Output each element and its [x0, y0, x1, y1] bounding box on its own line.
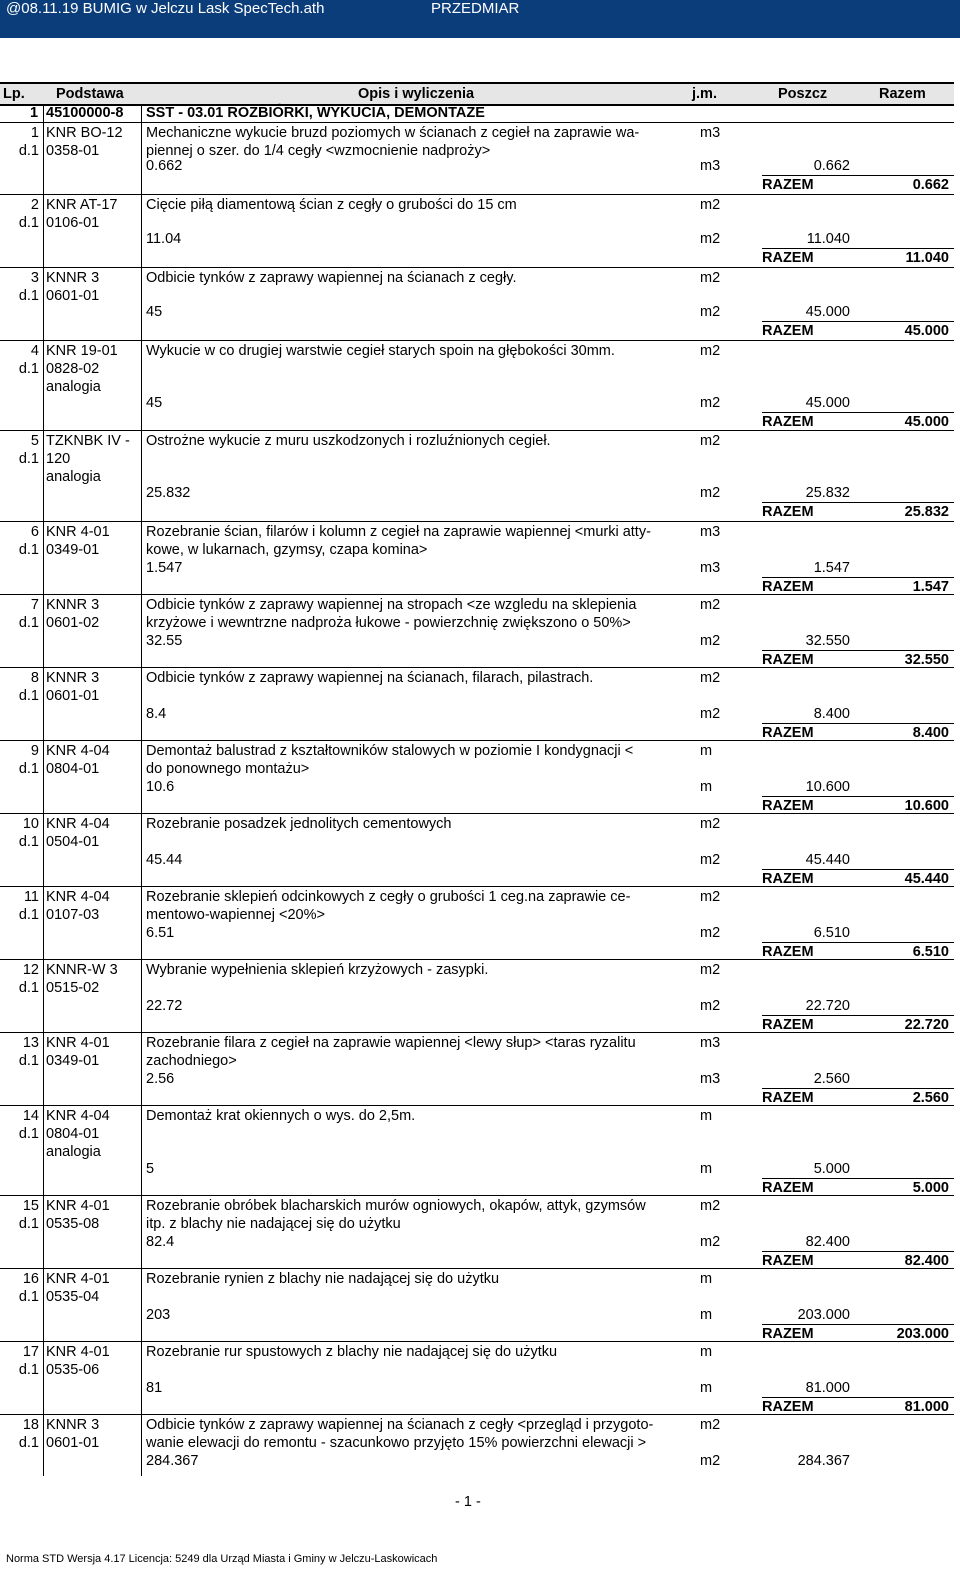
item-subnumber: d.1: [18, 1216, 39, 1232]
item-unit: m2: [700, 343, 721, 359]
razem-label: RAZEM: [762, 504, 814, 520]
table-header: [0, 82, 954, 106]
item-description: Rozebranie rynien z blachy nie nadającej się do użytku: [146, 1271, 500, 1287]
item-basis: KNR 4-04: [46, 743, 110, 759]
item-calculation: 6.51: [146, 925, 175, 941]
item-poszcz-value: 45.000: [805, 304, 850, 320]
item-razem-value: 5.000: [912, 1180, 949, 1196]
item-poszcz-value: 11.040: [806, 231, 850, 247]
item-razem-value: 8.400: [912, 725, 949, 741]
item-subnumber: d.1: [18, 1126, 39, 1142]
item-basis: KNR 4-04: [46, 889, 110, 905]
item-number: 6: [30, 524, 39, 540]
item-unit-calc: m2: [700, 1234, 721, 1250]
item-basis: 0535-04: [46, 1289, 100, 1305]
item-subnumber: d.1: [18, 907, 39, 923]
item-unit-calc: m2: [700, 231, 721, 247]
item-basis: 0106-01: [46, 215, 100, 231]
item-basis: KNR 4-01: [46, 1344, 110, 1360]
item-subnumber: d.1: [18, 1053, 39, 1069]
item-unit-calc: m2: [700, 395, 721, 411]
item-unit-calc: m: [700, 1161, 713, 1177]
item-description: Demontaż krat okiennych o wys. do 2,5m.: [146, 1108, 416, 1124]
razem-label: RAZEM: [762, 1090, 814, 1106]
item-poszcz-value: 284.367: [797, 1453, 850, 1469]
item-calculation: 1.547: [146, 560, 183, 576]
item-unit: m2: [700, 433, 721, 449]
item-unit-calc: m: [700, 1307, 713, 1323]
item-basis: 0601-01: [46, 1435, 100, 1451]
item-calculation: 22.72: [146, 998, 183, 1014]
item-calculation: 2.56: [146, 1071, 175, 1087]
item-subnumber: d.1: [18, 451, 39, 467]
item-basis: KNR 4-01: [46, 524, 110, 540]
item-number: 15: [22, 1198, 39, 1214]
item-razem-value: 203.000: [896, 1326, 949, 1342]
item-razem-value: 45.000: [904, 414, 949, 430]
item-unit-calc: m: [700, 1380, 713, 1396]
item-razem-value: 81.000: [904, 1399, 949, 1415]
item-separator: [0, 959, 954, 960]
item-basis: 0504-01: [46, 834, 100, 850]
item-number: 9: [30, 743, 39, 759]
item-subnumber: d.1: [18, 834, 39, 850]
item-separator: [0, 594, 954, 595]
item-unit: m: [700, 1271, 713, 1287]
item-basis: 0358-01: [46, 143, 100, 159]
item-poszcz-value: 10.600: [805, 779, 850, 795]
item-description: Wykucie w co drugiej warstwie cegieł starych spoin na głębokości 30mm.: [146, 343, 615, 359]
item-calculation: 0.662: [146, 158, 183, 174]
item-subnumber: d.1: [18, 361, 39, 377]
item-description: Rozebranie sklepień odcinkowych z cegły o grubości 1 ceg.na zaprawie ce-: [146, 889, 631, 905]
item-description: piennej o szer. do 1/4 cegły <wzmocnienie nadproży>: [146, 143, 491, 159]
item-description: mentowo-wapiennej <20%>: [146, 907, 325, 923]
item-poszcz-value: 2.560: [813, 1071, 850, 1087]
item-unit: m2: [700, 670, 721, 686]
item-description: Odbicie tynków z zaprawy wapiennej na ścianach z cegły <przegląd i przygoto-: [146, 1417, 654, 1433]
item-separator: [0, 267, 954, 268]
razem-label: RAZEM: [762, 944, 814, 960]
item-razem-value: 1.547: [912, 579, 949, 595]
item-razem-value: 45.440: [904, 871, 949, 887]
item-basis: TZKNBK IV -: [46, 433, 130, 449]
item-number: 18: [22, 1417, 39, 1433]
item-calculation: 25.832: [146, 485, 191, 501]
item-separator: [0, 430, 954, 431]
item-unit: m2: [700, 962, 721, 978]
item-subnumber: d.1: [18, 215, 39, 231]
item-basis: KNR 19-01: [46, 343, 118, 359]
item-subnumber: d.1: [18, 1435, 39, 1451]
item-poszcz-value: 1.547: [813, 560, 850, 576]
item-subnumber: d.1: [18, 1362, 39, 1378]
item-description: Demontaż balustrad z kształtowników stalowych w poziomie I kondygnacji <: [146, 743, 634, 759]
item-subnumber: d.1: [18, 688, 39, 704]
header-jm: j.m.: [692, 86, 717, 102]
section-number: 1: [30, 105, 39, 121]
header-podstawa: Podstawa: [56, 86, 124, 102]
item-calculation: 81: [146, 1380, 163, 1396]
item-separator: [0, 740, 954, 741]
item-calculation: 284.367: [146, 1453, 199, 1469]
item-razem-value: 25.832: [904, 504, 949, 520]
item-unit-calc: m2: [700, 1453, 721, 1469]
item-poszcz-value: 0.662: [813, 158, 850, 174]
item-unit-calc: m2: [700, 852, 721, 868]
item-basis: 0535-08: [46, 1216, 100, 1232]
item-description: Rozebranie ścian, filarów i kolumn z cegieł na zaprawie wapiennej <murki atty-: [146, 524, 651, 540]
item-basis: KNR AT-17: [46, 197, 118, 213]
item-subnumber: d.1: [18, 980, 39, 996]
item-basis: KNNR 3: [46, 270, 100, 286]
item-description: krzyżowe i wewntrzne nadproża łukowe - powierzchnię zwiększono o 50%>: [146, 615, 631, 631]
item-unit: m2: [700, 1417, 721, 1433]
item-unit: m2: [700, 1198, 721, 1214]
item-poszcz-value: 22.720: [805, 998, 850, 1014]
column-divider: [43, 104, 44, 1476]
item-description: Odbicie tynków z zaprawy wapiennej na ścianach, filarach, pilastrach.: [146, 670, 594, 686]
item-description: Mechaniczne wykucie bruzd poziomych w ścianach z cegieł na zaprawie wa-: [146, 125, 640, 141]
item-basis: 0601-02: [46, 615, 100, 631]
razem-label: RAZEM: [762, 798, 814, 814]
item-subnumber: d.1: [18, 615, 39, 631]
header-lp: Lp.: [3, 86, 25, 102]
item-calculation: 11.04: [146, 231, 182, 247]
item-basis: 0349-01: [46, 542, 100, 558]
razem-label: RAZEM: [762, 652, 814, 668]
item-unit: m2: [700, 889, 721, 905]
razem-label: RAZEM: [762, 1399, 814, 1415]
item-basis: 0535-06: [46, 1362, 100, 1378]
item-calculation: 45: [146, 304, 163, 320]
item-calculation: 8.4: [146, 706, 167, 722]
item-number: 10: [22, 816, 39, 832]
item-razem-value: 6.510: [912, 944, 949, 960]
item-basis: 0349-01: [46, 1053, 100, 1069]
item-number: 14: [22, 1108, 39, 1124]
item-description: do ponownego montażu>: [146, 761, 310, 777]
item-basis: 0601-01: [46, 688, 100, 704]
item-subnumber: d.1: [18, 542, 39, 558]
item-basis: 0601-01: [46, 288, 100, 304]
item-subnumber: d.1: [18, 143, 39, 159]
item-description: Rozebranie rur spustowych z blachy nie nadającej się do użytku: [146, 1344, 558, 1360]
item-separator: [0, 667, 954, 668]
item-basis: analogia: [46, 469, 101, 485]
item-calculation: 45.44: [146, 852, 183, 868]
item-poszcz-value: 6.510: [813, 925, 850, 941]
item-basis: 120: [46, 451, 71, 467]
title-bar: [0, 0, 960, 38]
item-separator: [0, 1341, 954, 1342]
item-separator: [0, 340, 954, 341]
item-number: 17: [22, 1344, 39, 1360]
item-number: 2: [30, 197, 39, 213]
item-basis: 0804-01: [46, 761, 100, 777]
column-divider: [141, 104, 142, 1476]
item-basis: KNR 4-04: [46, 1108, 110, 1124]
item-unit-calc: m3: [700, 158, 721, 174]
item-unit-calc: m2: [700, 633, 721, 649]
item-razem-value: 0.662: [912, 177, 949, 193]
item-poszcz-value: 82.400: [805, 1234, 850, 1250]
razem-label: RAZEM: [762, 323, 814, 339]
item-unit: m2: [700, 270, 721, 286]
item-description: Rozebranie posadzek jednolitych cementowych: [146, 816, 452, 832]
item-separator: [0, 194, 954, 195]
item-description: Rozebranie obróbek blacharskich murów ogniowych, okapów, attyk, gzymsów: [146, 1198, 646, 1214]
item-description: Ostrożne wykucie z muru uszkodzonych i rozluźnionych cegieł.: [146, 433, 551, 449]
item-unit: m2: [700, 597, 721, 613]
item-number: 5: [30, 433, 39, 449]
item-separator: [0, 1105, 954, 1106]
razem-label: RAZEM: [762, 1180, 814, 1196]
item-unit-calc: m2: [700, 706, 721, 722]
item-description: Odbicie tynków z zaprawy wapiennej na stropach <ze wzgledu na sklepienia: [146, 597, 637, 613]
item-unit-calc: m: [700, 779, 713, 795]
item-basis: KNR 4-04: [46, 816, 110, 832]
item-description: itp. z blachy nie nadającej się do użytku: [146, 1216, 401, 1232]
item-separator: [0, 1414, 954, 1415]
item-razem-value: 11.040: [905, 250, 949, 266]
item-basis: 0107-03: [46, 907, 100, 923]
item-basis: analogia: [46, 379, 101, 395]
item-description: wanie elewacji do remontu - szacunkowo przyjęto 15% powierzchni elewacji >: [146, 1435, 647, 1451]
item-basis: KNR 4-01: [46, 1198, 110, 1214]
item-subnumber: d.1: [18, 761, 39, 777]
item-razem-value: 2.560: [912, 1090, 949, 1106]
item-separator: [0, 521, 954, 522]
item-unit-calc: m2: [700, 998, 721, 1014]
item-description: Wybranie wypełnienia sklepień krzyżowych - zasypki.: [146, 962, 489, 978]
item-calculation: 45: [146, 395, 163, 411]
item-description: kowe, w lukarnach, gzymsy, czapa komina>: [146, 542, 428, 558]
item-description: zachodniego>: [146, 1053, 237, 1069]
razem-label: RAZEM: [762, 1326, 814, 1342]
item-unit-calc: m3: [700, 560, 721, 576]
footer-license: Norma STD Wersja 4.17 Licencja: 5249 dla Urząd Miasta i Gminy w Jelczu-Laskowicach: [6, 1553, 438, 1565]
item-basis: KNR BO-12: [46, 125, 123, 141]
item-number: 12: [22, 962, 39, 978]
item-basis: 0804-01: [46, 1126, 100, 1142]
item-number: 1: [30, 125, 39, 141]
header-opis: Opis i wyliczenia: [358, 86, 475, 102]
item-unit: m2: [700, 816, 721, 832]
razem-label: RAZEM: [762, 414, 814, 430]
item-unit-calc: m2: [700, 485, 721, 501]
item-poszcz-value: 45.000: [805, 395, 850, 411]
item-basis: KNNR 3: [46, 597, 100, 613]
header-poszcz: Poszcz: [778, 86, 828, 102]
section-code: 45100000-8: [46, 105, 124, 121]
page-number: - 1 -: [455, 1494, 481, 1510]
razem-label: RAZEM: [762, 871, 814, 887]
item-poszcz-value: 5.000: [813, 1161, 850, 1177]
item-description: Rozebranie filara z cegieł na zaprawie wapiennej <lewy słup> <taras ryzalitu: [146, 1035, 636, 1051]
header-razem: Razem: [879, 86, 926, 102]
item-razem-value: 45.000: [904, 323, 949, 339]
item-separator: [0, 1268, 954, 1269]
item-basis: 0515-02: [46, 980, 100, 996]
razem-label: RAZEM: [762, 177, 814, 193]
item-number: 16: [22, 1271, 39, 1287]
item-description: Cięcie piłą diamentową ścian z cegły o grubości do 15 cm: [146, 197, 517, 213]
item-unit: m3: [700, 125, 721, 141]
item-basis: KNR 4-01: [46, 1271, 110, 1287]
item-number: 11: [23, 889, 39, 905]
item-unit-calc: m2: [700, 925, 721, 941]
item-subnumber: d.1: [18, 288, 39, 304]
item-basis: 0828-02: [46, 361, 100, 377]
item-separator: [0, 122, 954, 123]
item-separator: [0, 813, 954, 814]
item-basis: KNNR 3: [46, 1417, 100, 1433]
item-calculation: 5: [146, 1161, 155, 1177]
item-unit: m: [700, 1108, 713, 1124]
item-poszcz-value: 45.440: [805, 852, 850, 868]
item-number: 13: [22, 1035, 39, 1051]
item-calculation: 203: [146, 1307, 171, 1323]
item-basis: KNR 4-01: [46, 1035, 110, 1051]
item-number: 4: [30, 343, 39, 359]
item-poszcz-value: 32.550: [805, 633, 850, 649]
item-basis: KNNR-W 3: [46, 962, 118, 978]
razem-label: RAZEM: [762, 250, 814, 266]
item-subnumber: d.1: [18, 1289, 39, 1305]
item-unit: m3: [700, 524, 721, 540]
item-number: 7: [30, 597, 39, 613]
item-poszcz-value: 8.400: [813, 706, 850, 722]
item-unit: m2: [700, 197, 721, 213]
item-razem-value: 82.400: [904, 1253, 949, 1269]
item-poszcz-value: 203.000: [797, 1307, 850, 1323]
document-type: PRZEDMIAR: [431, 0, 520, 17]
razem-label: RAZEM: [762, 1017, 814, 1033]
item-razem-value: 32.550: [904, 652, 949, 668]
item-basis: KNNR 3: [46, 670, 100, 686]
section-row: [0, 104, 954, 122]
item-unit-calc: m3: [700, 1071, 721, 1087]
item-unit: m3: [700, 1035, 721, 1051]
razem-label: RAZEM: [762, 725, 814, 741]
item-basis: analogia: [46, 1144, 101, 1160]
razem-label: RAZEM: [762, 579, 814, 595]
section-title: SST - 03.01 ROZBIÓRKI, WYKUCIA, DEMONTAŻE: [146, 105, 485, 121]
item-separator: [0, 1032, 954, 1033]
razem-label: RAZEM: [762, 1253, 814, 1269]
item-number: 8: [30, 670, 39, 686]
file-title: @08.11.19 BUMIG w Jelczu Lask SpecTech.ath: [6, 0, 325, 17]
item-description: Odbicie tynków z zaprawy wapiennej na ścianach z cegły.: [146, 270, 517, 286]
item-poszcz-value: 81.000: [805, 1380, 850, 1396]
item-calculation: 32.55: [146, 633, 183, 649]
item-separator: [0, 1195, 954, 1196]
item-razem-value: 22.720: [904, 1017, 949, 1033]
item-unit: m: [700, 1344, 713, 1360]
item-razem-value: 10.600: [904, 798, 949, 814]
item-unit: m: [700, 743, 713, 759]
item-separator: [0, 886, 954, 887]
item-calculation: 10.6: [146, 779, 175, 795]
item-poszcz-value: 25.832: [805, 485, 850, 501]
item-unit-calc: m2: [700, 304, 721, 320]
item-calculation: 82.4: [146, 1234, 175, 1250]
item-number: 3: [30, 270, 39, 286]
